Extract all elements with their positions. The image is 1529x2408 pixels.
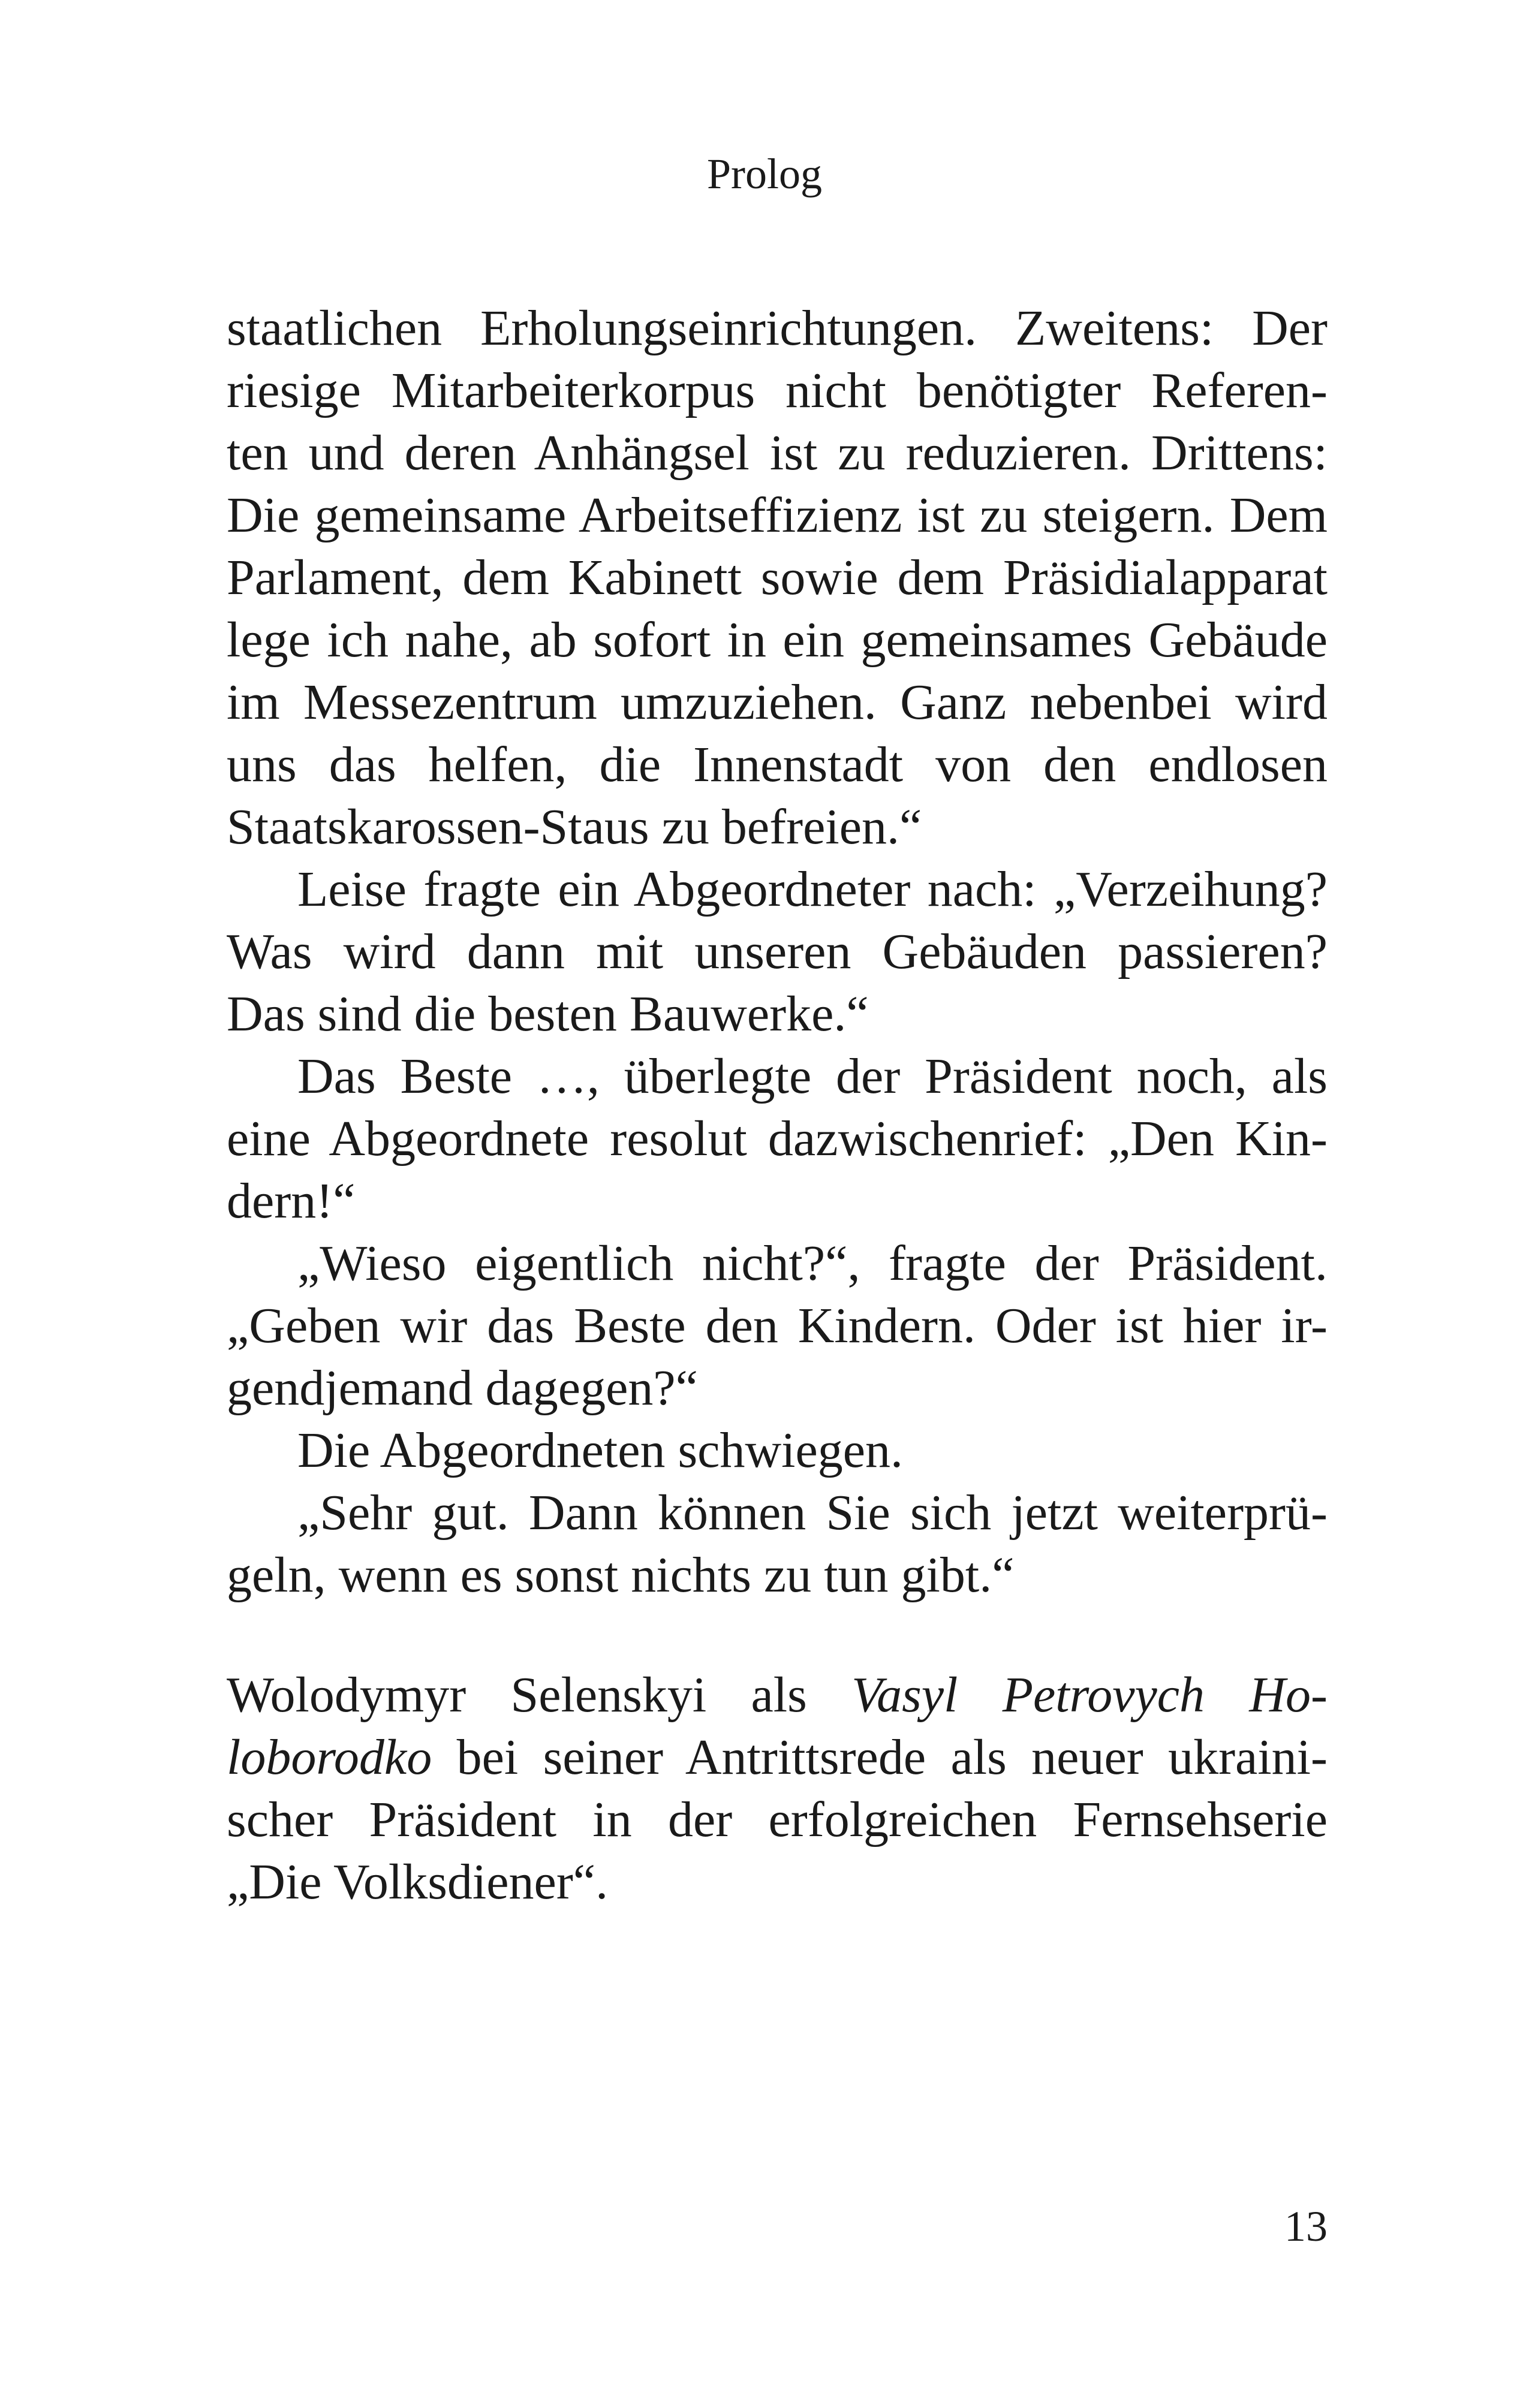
text-line: im Messezentrum umzuziehen. Ganz nebenbei wird <box>227 674 1328 730</box>
paragraph-3 <box>227 1045 1328 1232</box>
text-line: geln, wenn es sonst nichts zu tun gibt.“ <box>227 1547 1015 1603</box>
text-line: „Geben wir das Beste den Kindern. Oder ist hier ir- <box>227 1298 1328 1354</box>
text-line: Die gemeinsame Arbeitseffizienz ist zu steigern. Dem <box>227 487 1328 543</box>
text-line: Die Abgeordneten schwiegen. <box>297 1423 904 1478</box>
text-line: dern!“ <box>227 1173 356 1229</box>
source-caption <box>227 1664 1328 1913</box>
text-line: „Sehr gut. Dann können Sie sich jetzt weiterprü- <box>297 1485 1328 1541</box>
text-line: staatlichen Erholungseinrichtungen. Zweitens: Der <box>227 300 1328 356</box>
page-number: 13 <box>1284 2202 1328 2250</box>
paragraph-4 <box>227 1232 1328 1420</box>
text-line: Was wird dann mit unseren Gebäuden passieren? <box>227 924 1328 980</box>
body-text <box>227 297 1328 1607</box>
caption-italic-name: loborodko <box>227 1729 432 1785</box>
text-line: Das Beste …, überlegte der Präsident noch, als <box>297 1048 1328 1104</box>
caption-text: bei seiner Antrittsrede als neuer ukraini- <box>432 1729 1328 1785</box>
text-line: Parlament, dem Kabinett sowie dem Präsidialapparat <box>227 550 1328 605</box>
paragraph-6 <box>227 1482 1328 1607</box>
text-line: Staatskarossen-Staus zu befreien.“ <box>227 799 922 855</box>
text-line: ten und deren Anhängsel ist zu reduzieren. Drittens: <box>227 425 1328 481</box>
caption-line: „Die Volksdiener“. <box>227 1854 609 1910</box>
paragraph-5 <box>227 1420 1328 1482</box>
text-line: Leise fragte ein Abgeordneter nach: „Verzeihung? <box>297 861 1328 917</box>
text-line: Das sind die besten Bauwerke.“ <box>227 986 869 1042</box>
running-title: Prolog <box>706 150 823 198</box>
caption-italic-name: Vasyl Petrovych Ho- <box>851 1667 1328 1723</box>
caption-line <box>227 1664 1328 1726</box>
running-header <box>0 144 1529 204</box>
text-line: uns das helfen, die Innenstadt von den endlosen <box>227 737 1328 792</box>
caption-line: scher Präsident in der erfolgreichen Fernsehserie <box>227 1792 1328 1848</box>
paragraph-2 <box>227 858 1328 1045</box>
caption-text: Wolodymyr Selenskyi als <box>227 1667 852 1723</box>
caption-line <box>227 1726 1328 1789</box>
paragraph-1 <box>227 297 1328 858</box>
text-line: riesige Mitarbeiterkorpus nicht benötigter Referen- <box>227 363 1328 418</box>
text-line: gendjemand dagegen?“ <box>227 1360 698 1416</box>
text-line: eine Abgeordnete resolut dazwischenrief: „Den Kin- <box>227 1111 1328 1167</box>
text-line: „Wieso eigentlich nicht?“, fragte der Präsident. <box>297 1235 1328 1291</box>
text-line: lege ich nahe, ab sofort in ein gemeinsames Gebäude <box>227 612 1328 668</box>
